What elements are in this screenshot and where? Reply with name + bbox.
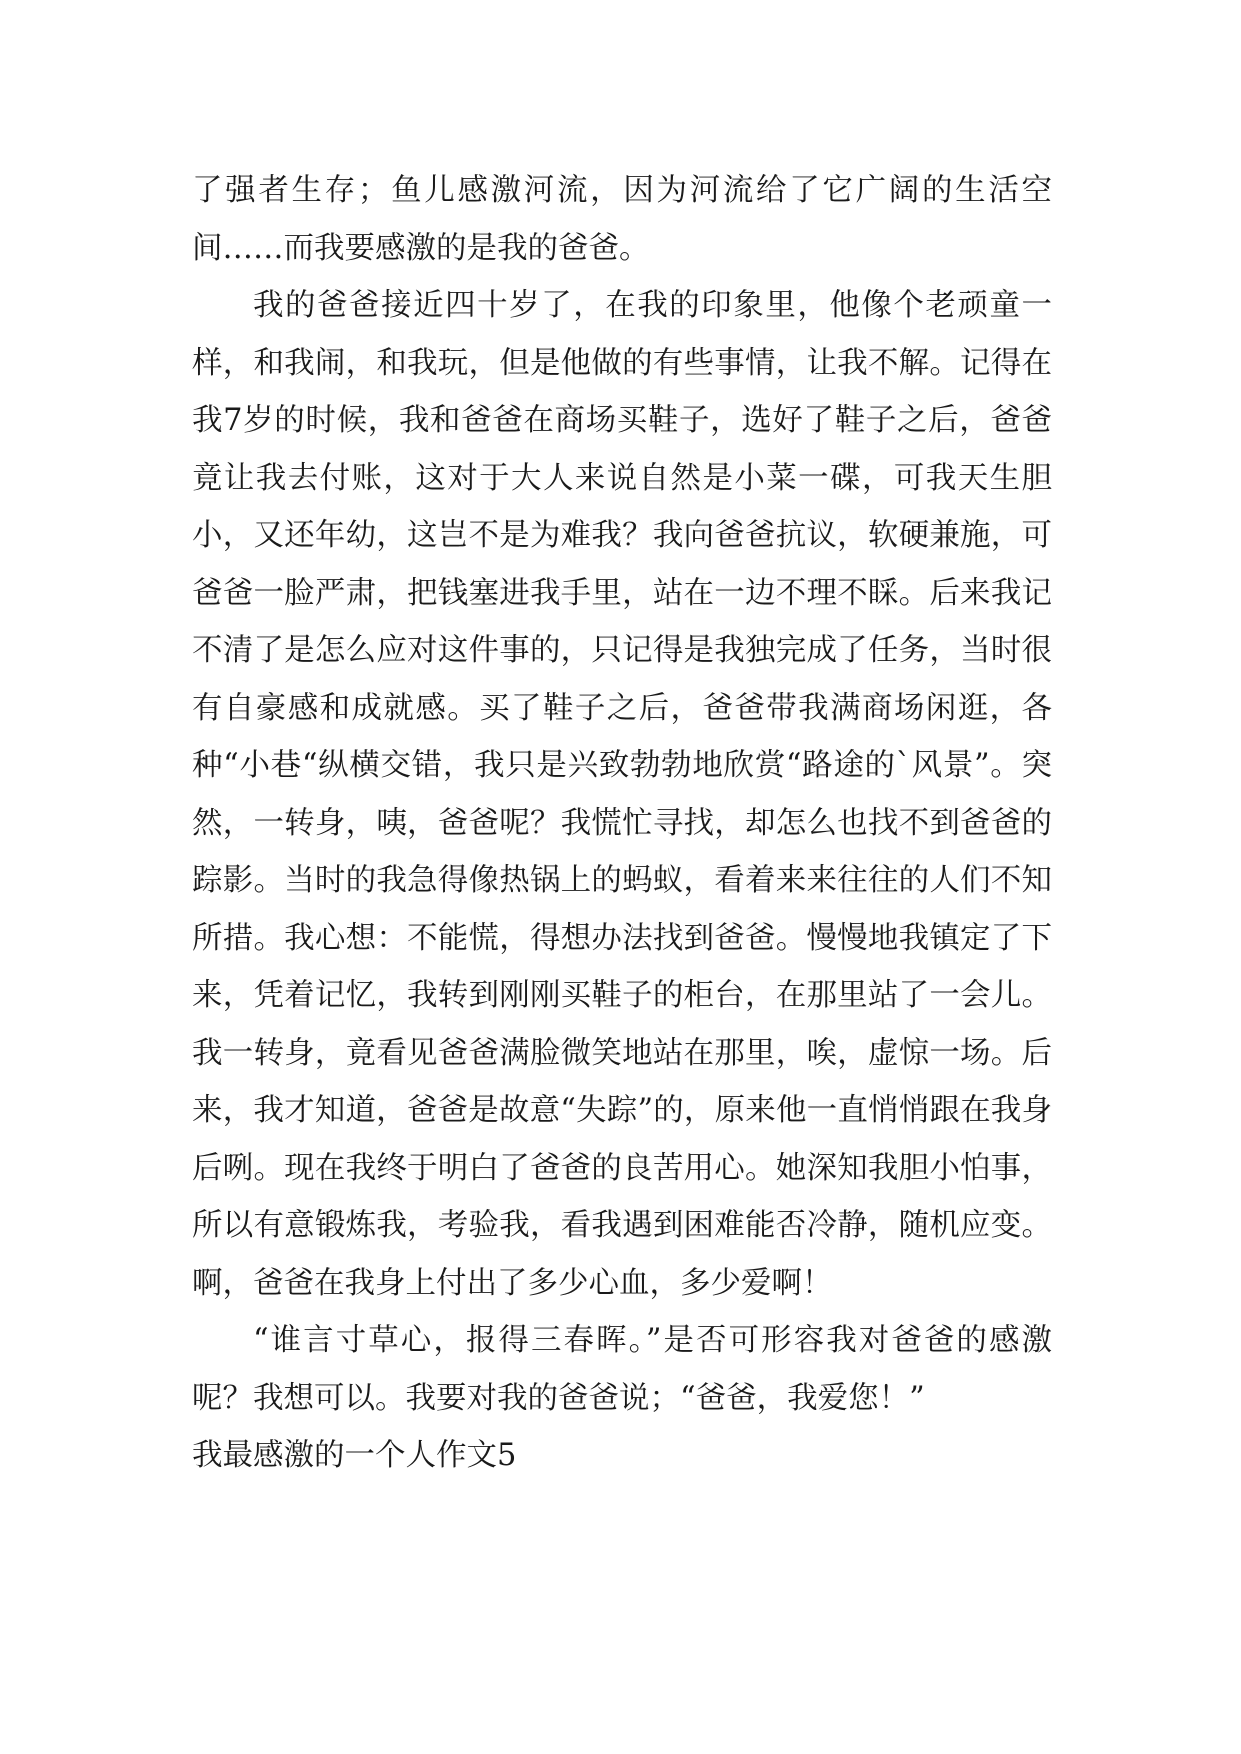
section-heading: 我最感激的一个人作文5 <box>192 1438 517 1473</box>
paragraph-3: “谁言寸草心，报得三春晖。”是否可形容我对爸爸的感激呢？我想可以。我要对我的爸爸说；“爸爸，我爱您！” <box>192 1323 1052 1416</box>
paragraph-2: 我的爸爸接近四十岁了，在我的印象里，他像个老顽童一样，和我闹，和我玩，但是他做的有些事情，让我不解。记得在我7岁的时候，我和爸爸在商场买鞋子，选好了鞋子之后，爸爸竟让我去付账，这对于大人来说自然是小菜一碟，可我天生胆小，又还年幼，这岂不是为难我？我向爸爸抗议，软硬兼施，可爸爸一脸严肃，把钱塞进我手里，站在一边不理不睬。后来我记不清了是怎么应对这件事的，只记得是我独完成了任务，当时很有自豪感和成就感。买了鞋子之后，爸爸带我满商场闲逛，各种“小巷“纵横交错，我只是兴致勃勃地欣赏“路途的`风景”。突然，一转身，咦，爸爸呢？我慌忙寻找，却怎么也找不到爸爸的踪影。当时的我急得像热锅上的蚂蚁，看着来来往往的人们不知所措。我心想：不能慌，得想办法找到爸爸。慢慢地我镇定了下来，凭着记忆，我转到刚刚买鞋子的柜台，在那里站了一会儿。我一转身，竟看见爸爸满脸微笑地站在那里，唉，虚惊一场。后来，我才知道，爸爸是故意“失踪”的，原来他一直悄悄跟在我身后咧。现在我终于明白了爸爸的良苦用心。她深知我胆小怕事，所以有意锻炼我，考验我，看我遇到困难能否冷静，随机应变。啊，爸爸在我身上付出了多少心血，多少爱啊！ <box>192 288 1052 1301</box>
document-page <box>192 162 1052 1485</box>
paragraph-1: 了强者生存；鱼儿感激河流，因为河流给了它广阔的生活空间……而我要感激的是我的爸爸。 <box>192 173 1052 266</box>
